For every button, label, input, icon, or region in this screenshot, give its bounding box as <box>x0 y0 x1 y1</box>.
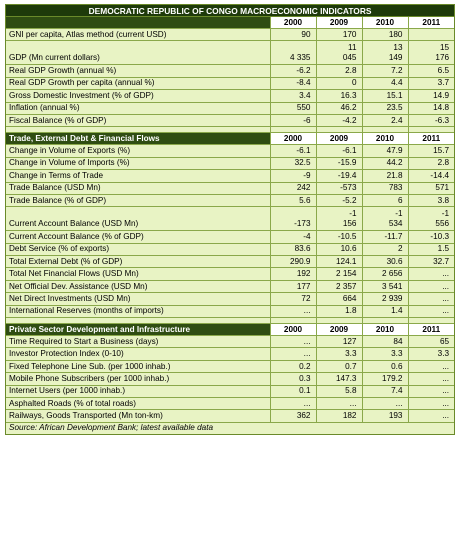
year-2010: 2010 <box>362 17 408 29</box>
row-label: Debt Service (% of exports) <box>6 243 270 255</box>
year-2009: 2009 <box>316 17 362 29</box>
row-label: Asphalted Roads (% of total roads) <box>6 397 270 409</box>
cell-2010: 47.9 <box>362 145 408 157</box>
row-label: Mobile Phone Subscribers (per 1000 inhab.) <box>6 373 270 385</box>
cell-2010: 2 656 <box>362 268 408 280</box>
cell-2009: 170 <box>316 29 362 41</box>
cell-value-line-1: 15 <box>439 43 450 53</box>
row-label: Change in Volume of Exports (%) <box>6 145 270 157</box>
cell-2000: -6 <box>270 114 316 126</box>
cell-2010 <box>362 207 408 231</box>
cell-2009: 0 <box>316 77 362 89</box>
table-title-row <box>6 5 454 17</box>
row-label: Time Required to Start a Business (days) <box>6 336 270 348</box>
source-note: Source: African Development Bank; latest available data <box>9 423 214 433</box>
cell-2011: -6.3 <box>408 114 454 126</box>
cell-2000: -6.1 <box>270 145 316 157</box>
cell-2000: -9 <box>270 170 316 182</box>
cell-2009: -6.1 <box>316 145 362 157</box>
cell-2011: -10.3 <box>408 231 454 243</box>
section3-body <box>6 336 454 423</box>
cell-2000: 362 <box>270 410 316 422</box>
cell-2011: ... <box>408 268 454 280</box>
row-label: Fixed Telephone Line Sub. (per 1000 inhab.) <box>6 360 270 372</box>
row-label: Change in Volume of Imports (%) <box>6 157 270 169</box>
cell-2011: 3.3 <box>408 348 454 360</box>
cell-2011: ... <box>408 360 454 372</box>
cell-2010: 2 939 <box>362 293 408 305</box>
cell-2000: 83.6 <box>270 243 316 255</box>
row-label: Current Account Balance (USD Mn) <box>6 207 270 231</box>
table-row <box>6 348 454 360</box>
cell-2010: 2.4 <box>362 114 408 126</box>
cell-2000: 550 <box>270 102 316 114</box>
year-2000: 2000 <box>270 133 316 145</box>
cell-2011: ... <box>408 397 454 409</box>
cell-2009: 46.2 <box>316 102 362 114</box>
cell-2009: 2 154 <box>316 268 362 280</box>
row-label: Total External Debt (% of GDP) <box>6 256 270 268</box>
cell-2000: -173 <box>270 207 316 231</box>
cell-2009: -573 <box>316 182 362 194</box>
year-header-row-2 <box>6 133 454 145</box>
cell-2000: 0.1 <box>270 385 316 397</box>
year-2010: 2010 <box>362 324 408 336</box>
row-label: Fiscal Balance (% of GDP) <box>6 114 270 126</box>
row-label: Total Net Financial Flows (USD Mn) <box>6 268 270 280</box>
cell-2009: 664 <box>316 293 362 305</box>
year-2000: 2000 <box>270 17 316 29</box>
row-label: GDP (Mn current dollars) <box>6 41 270 65</box>
cell-value-line-1: 13 <box>393 43 403 53</box>
cell-2009: 2.8 <box>316 65 362 77</box>
cell-2000: 290.9 <box>270 256 316 268</box>
year-2009: 2009 <box>316 133 362 145</box>
year-2011: 2011 <box>408 17 454 29</box>
cell-2011: ... <box>408 410 454 422</box>
cell-2009: 0.7 <box>316 360 362 372</box>
row-label: Net Direct Investments (USD Mn) <box>6 293 270 305</box>
cell-2011: ... <box>408 293 454 305</box>
cell-2000: -4 <box>270 231 316 243</box>
cell-2009: ... <box>316 397 362 409</box>
table-row <box>6 268 454 280</box>
cell-2011: 32.7 <box>408 256 454 268</box>
cell-2011 <box>408 207 454 231</box>
cell-2009: -4.2 <box>316 114 362 126</box>
cell-2011: ... <box>408 385 454 397</box>
cell-2011: 15.7 <box>408 145 454 157</box>
cell-2000: 177 <box>270 280 316 292</box>
row-label: Change in Terms of Trade <box>6 170 270 182</box>
indicators-table <box>5 4 455 435</box>
table-row <box>6 336 454 348</box>
cell-2000: -8.4 <box>270 77 316 89</box>
cell-2011: ... <box>408 373 454 385</box>
table-row <box>6 373 454 385</box>
cell-2010: 6 <box>362 194 408 206</box>
table-row <box>6 65 454 77</box>
table-row <box>6 170 454 182</box>
row-label: Real GDP Growth (annual %) <box>6 65 270 77</box>
cell-2010: 193 <box>362 410 408 422</box>
table-row <box>6 207 454 231</box>
cell-2011: ... <box>408 280 454 292</box>
table-row <box>6 293 454 305</box>
cell-2009: 2 357 <box>316 280 362 292</box>
year-header-row-1 <box>6 17 454 29</box>
cell-2010: 84 <box>362 336 408 348</box>
section2-body <box>6 145 454 318</box>
cell-2000: 32.5 <box>270 157 316 169</box>
cell-2009: -5.2 <box>316 194 362 206</box>
cell-2000: 5.6 <box>270 194 316 206</box>
cell-2011 <box>408 41 454 65</box>
cell-2000: 192 <box>270 268 316 280</box>
cell-2010: 7.2 <box>362 65 408 77</box>
table-row <box>6 231 454 243</box>
cell-2000: 3.4 <box>270 90 316 102</box>
cell-2009: 127 <box>316 336 362 348</box>
cell-2009 <box>316 207 362 231</box>
row-label: Trade Balance (% of GDP) <box>6 194 270 206</box>
section1-body <box>6 29 454 127</box>
cell-2009: 147.3 <box>316 373 362 385</box>
cell-2010: 23.5 <box>362 102 408 114</box>
cell-2010: 44.2 <box>362 157 408 169</box>
cell-value-line-2: 556 <box>435 219 450 229</box>
cell-2010: 179.2 <box>362 373 408 385</box>
source-row <box>6 422 454 434</box>
cell-2010: 30.6 <box>362 256 408 268</box>
table-row <box>6 256 454 268</box>
cell-2011: -14.4 <box>408 170 454 182</box>
year-2000: 2000 <box>270 324 316 336</box>
row-label: Net Official Dev. Assistance (USD Mn) <box>6 280 270 292</box>
cell-2011: 3.7 <box>408 77 454 89</box>
table-row <box>6 114 454 126</box>
cell-2011: 6.5 <box>408 65 454 77</box>
cell-2010: 1.4 <box>362 305 408 317</box>
cell-2000: 0.2 <box>270 360 316 372</box>
year-2011: 2011 <box>408 324 454 336</box>
cell-2010: 2 <box>362 243 408 255</box>
table-row <box>6 385 454 397</box>
cell-2011: 1.5 <box>408 243 454 255</box>
table-row <box>6 182 454 194</box>
cell-2000: ... <box>270 305 316 317</box>
row-label: International Reserves (months of imports) <box>6 305 270 317</box>
year-2010: 2010 <box>362 133 408 145</box>
cell-2010: 4.4 <box>362 77 408 89</box>
cell-2010: ... <box>362 397 408 409</box>
table-row <box>6 280 454 292</box>
cell-2011: 3.8 <box>408 194 454 206</box>
cell-2000: ... <box>270 348 316 360</box>
row-label: Inflation (annual %) <box>6 102 270 114</box>
cell-2011 <box>408 29 454 41</box>
cell-value-line-2: 534 <box>388 219 403 229</box>
cell-2011: 2.8 <box>408 157 454 169</box>
cell-2011: 571 <box>408 182 454 194</box>
cell-2010: 180 <box>362 29 408 41</box>
row-label: Investor Protection Index (0-10) <box>6 348 270 360</box>
table-row <box>6 102 454 114</box>
cell-2000: 90 <box>270 29 316 41</box>
cell-2010: 3 541 <box>362 280 408 292</box>
section1-header <box>6 17 270 29</box>
table-title: DEMOCRATIC REPUBLIC OF CONGO MACROECONOMIC INDICATORS <box>6 5 454 17</box>
cell-value-line-2: 045 <box>342 53 357 63</box>
cell-2009: 3.3 <box>316 348 362 360</box>
cell-2000: ... <box>270 397 316 409</box>
table-row <box>6 29 454 41</box>
cell-2009: -15.9 <box>316 157 362 169</box>
cell-2011: 14.8 <box>408 102 454 114</box>
cell-2010: 783 <box>362 182 408 194</box>
row-label: Real GDP Growth per capita (annual %) <box>6 77 270 89</box>
section3-header: Private Sector Development and Infrastructure <box>6 324 270 336</box>
cell-value-line-2: 149 <box>388 53 403 63</box>
cell-2009: 182 <box>316 410 362 422</box>
cell-value-line-2: 156 <box>342 219 357 229</box>
row-label: Railways, Goods Transported (Mn ton-km) <box>6 410 270 422</box>
cell-2009: 1.8 <box>316 305 362 317</box>
cell-2009: -10.5 <box>316 231 362 243</box>
cell-value-line-1: -1 <box>349 209 357 219</box>
cell-2009: 10.6 <box>316 243 362 255</box>
table-row <box>6 41 454 65</box>
cell-2009: -19.4 <box>316 170 362 182</box>
cell-2000: 242 <box>270 182 316 194</box>
cell-value-line-1: -1 <box>441 209 450 219</box>
table-row <box>6 194 454 206</box>
table-row <box>6 243 454 255</box>
table-row <box>6 360 454 372</box>
cell-2010: 21.8 <box>362 170 408 182</box>
cell-2011: ... <box>408 305 454 317</box>
year-2009: 2009 <box>316 324 362 336</box>
cell-2010: -11.7 <box>362 231 408 243</box>
row-label: Trade Balance (USD Mn) <box>6 182 270 194</box>
cell-2010: 3.3 <box>362 348 408 360</box>
cell-2011: 14.9 <box>408 90 454 102</box>
cell-2010 <box>362 41 408 65</box>
table-row <box>6 90 454 102</box>
table-row <box>6 157 454 169</box>
row-label: GNI per capita, Atlas method (current USD) <box>6 29 270 41</box>
year-2011: 2011 <box>408 133 454 145</box>
table-row <box>6 410 454 422</box>
cell-2009 <box>316 41 362 65</box>
row-label: Current Account Balance (% of GDP) <box>6 231 270 243</box>
cell-2000: ... <box>270 336 316 348</box>
row-label: Internet Users (per 1000 inhab.) <box>6 385 270 397</box>
cell-2011: 65 <box>408 336 454 348</box>
section2-header: Trade, External Debt & Financial Flows <box>6 133 270 145</box>
table-row <box>6 305 454 317</box>
cell-2000: -6.2 <box>270 65 316 77</box>
table-row <box>6 397 454 409</box>
cell-2010: 15.1 <box>362 90 408 102</box>
cell-2009: 5.8 <box>316 385 362 397</box>
cell-value-line-1: 11 <box>348 43 357 53</box>
cell-2000: 4 335 <box>270 41 316 65</box>
row-label: Gross Domestic Investment (% of GDP) <box>6 90 270 102</box>
cell-value-line-1: -1 <box>395 209 403 219</box>
cell-value-line-2: 176 <box>435 53 450 63</box>
cell-2000: 72 <box>270 293 316 305</box>
table-row <box>6 77 454 89</box>
table-row <box>6 145 454 157</box>
cell-2000: 0.3 <box>270 373 316 385</box>
cell-2010: 0.6 <box>362 360 408 372</box>
cell-2010: 7.4 <box>362 385 408 397</box>
cell-2009: 124.1 <box>316 256 362 268</box>
year-header-row-3 <box>6 324 454 336</box>
cell-2009: 16.3 <box>316 90 362 102</box>
